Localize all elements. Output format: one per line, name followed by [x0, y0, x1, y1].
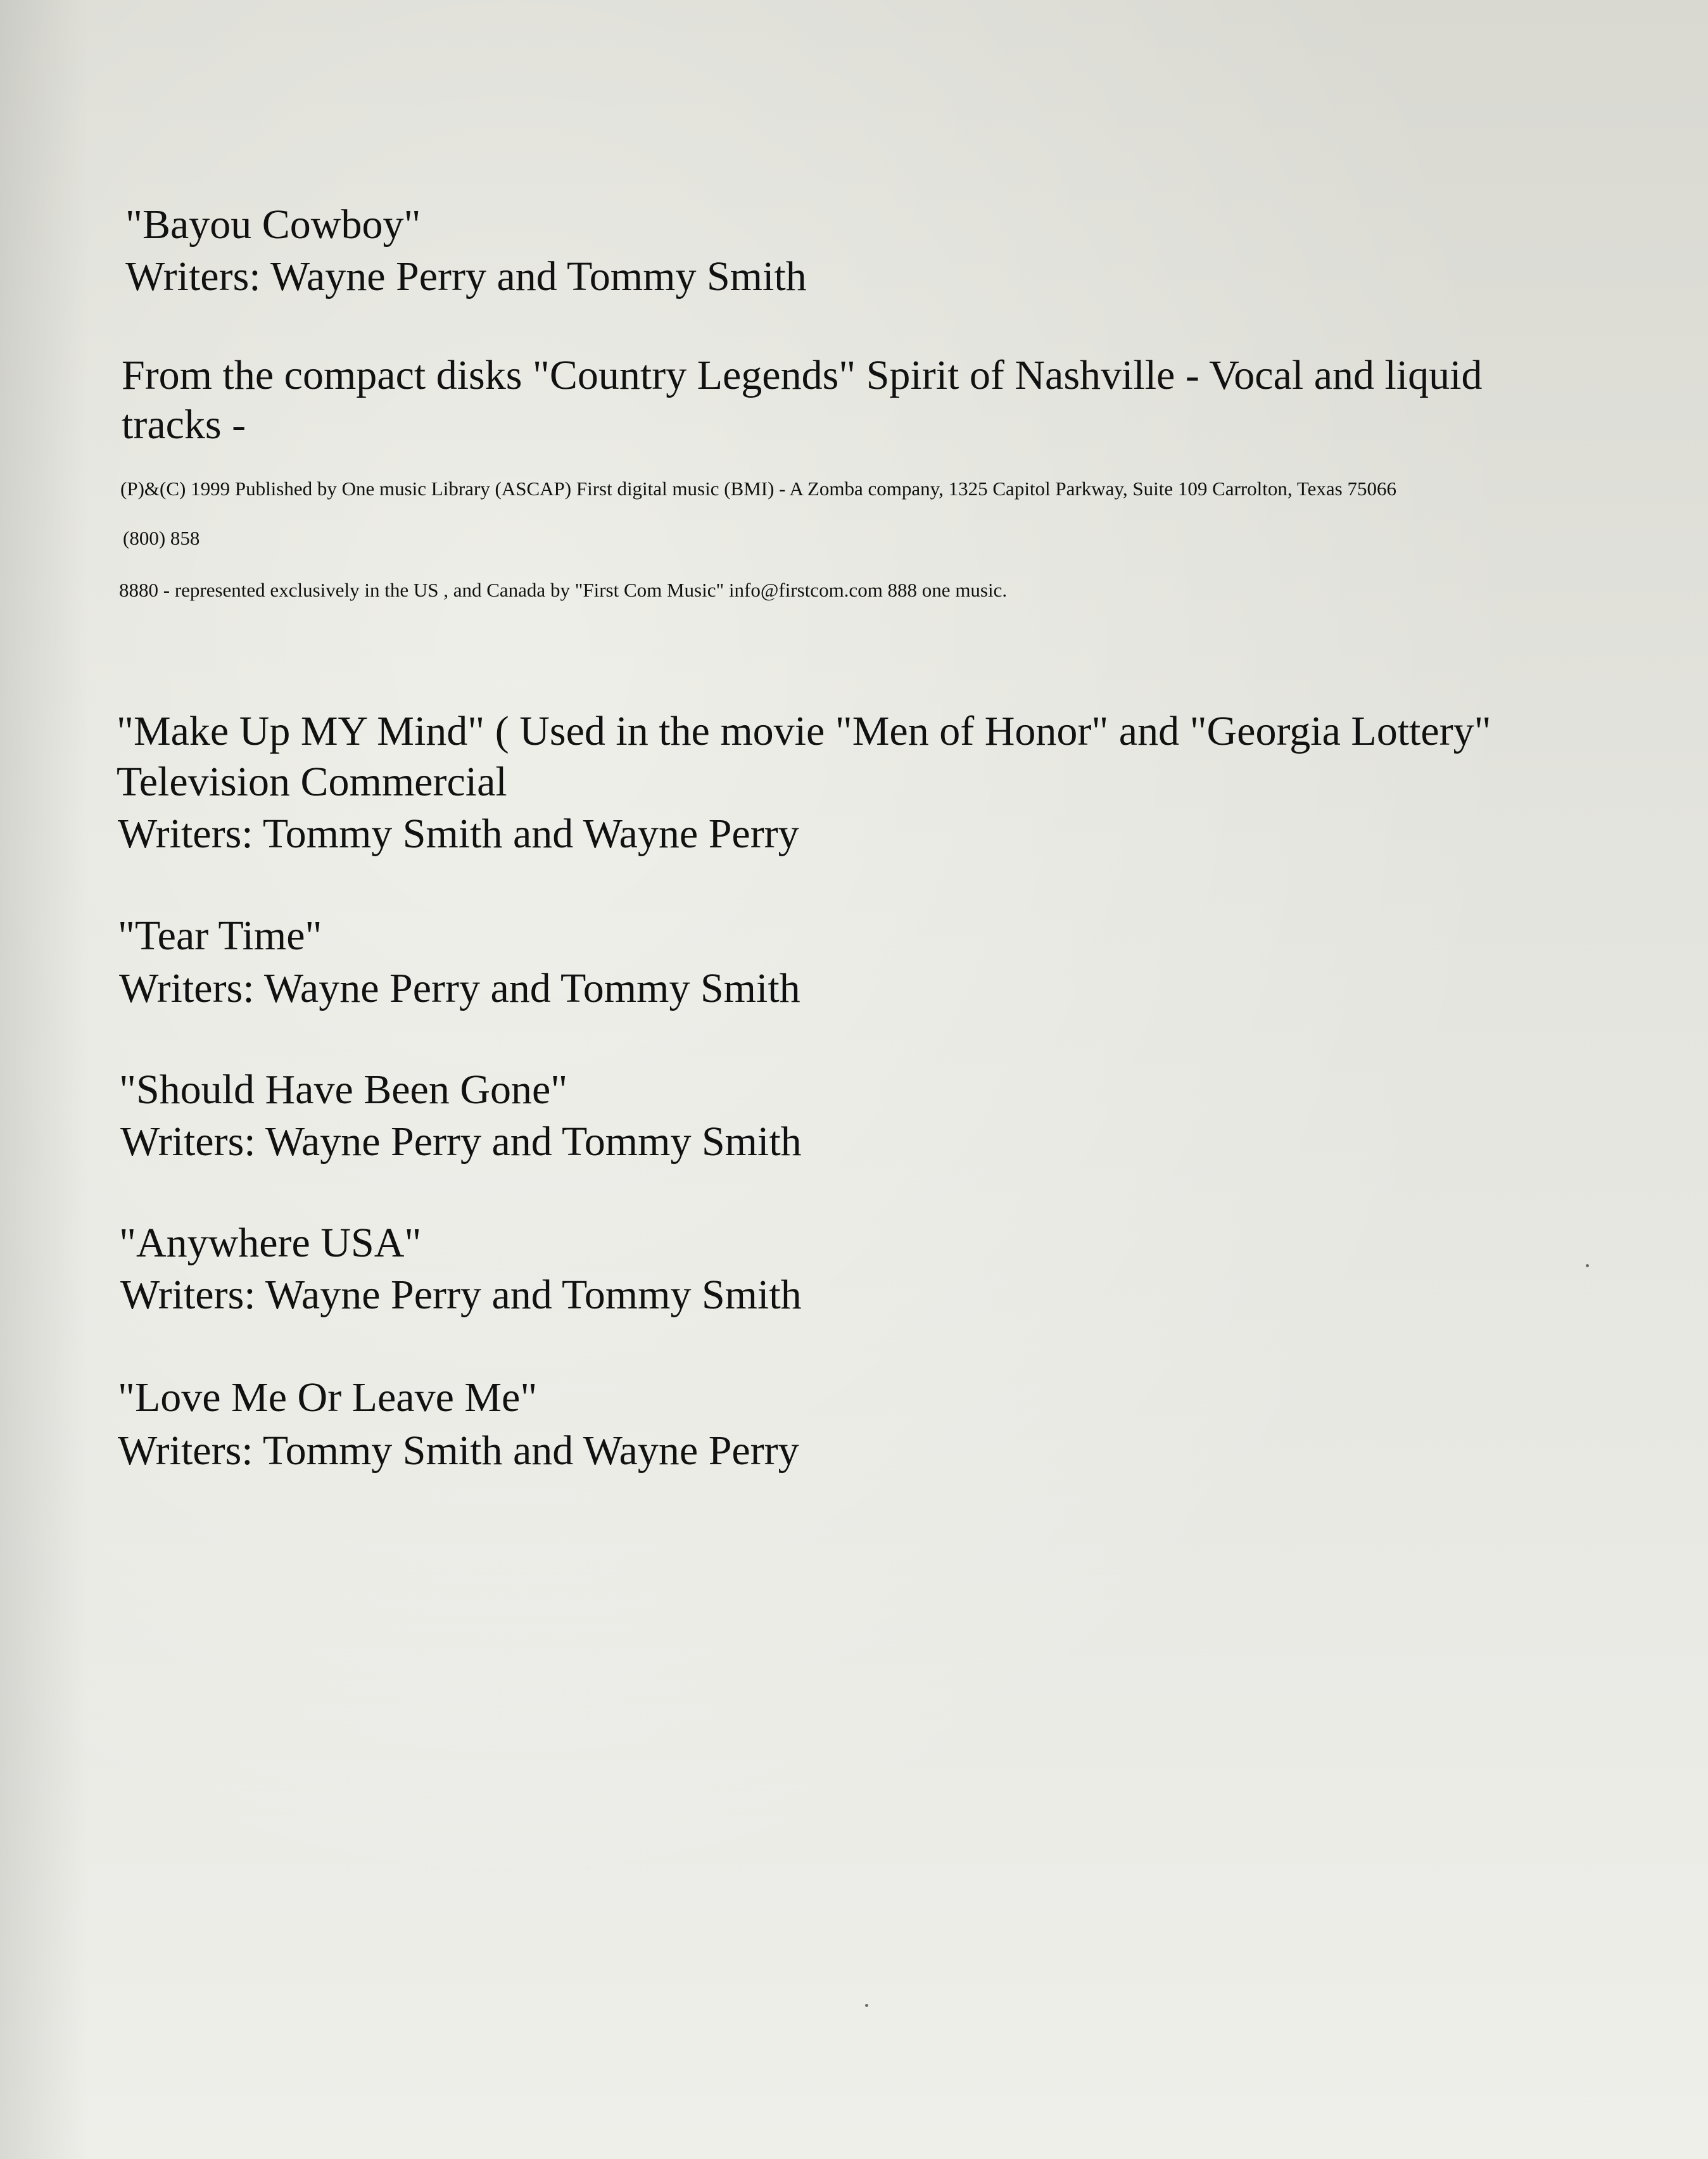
- song-writers-bayou-cowboy: Writers: Wayne Perry and Tommy Smith: [125, 253, 807, 300]
- paper-speck: [865, 2004, 868, 2007]
- copyright-line-2: (800) 858: [123, 527, 200, 549]
- page-edge-shadow: [0, 0, 89, 2159]
- song-writers-love-me-or-leave-me: Writers: Tommy Smith and Wayne Perry: [118, 1428, 799, 1474]
- song-title-should-have-been-gone: "Should Have Been Gone": [119, 1067, 568, 1113]
- song-title-tear-time: "Tear Time": [118, 913, 322, 959]
- compact-disk-line-1: From the compact disks "Country Legends" Spirit of Nashville - Vocal and liquid: [122, 352, 1483, 398]
- song-writers-tear-time: Writers: Wayne Perry and Tommy Smith: [119, 965, 800, 1011]
- song-writers-should-have-been-gone: Writers: Wayne Perry and Tommy Smith: [120, 1118, 802, 1165]
- song-title-make-up-my-mind: "Make Up MY Mind" ( Used in the movie "Men of Honor" and "Georgia Lottery": [117, 708, 1491, 754]
- copyright-line-1: (P)&(C) 1999 Published by One music Library (ASCAP) First digital music (BMI) - A Zomba company, 1325 Capitol Parkway, Suite 109 Carrolton, Texas 75066: [120, 478, 1396, 500]
- song-title-love-me-or-leave-me: "Love Me Or Leave Me": [118, 1374, 538, 1421]
- song-title-bayou-cowboy: "Bayou Cowboy": [125, 201, 421, 248]
- song-writers-make-up-my-mind: Writers: Tommy Smith and Wayne Perry: [118, 811, 799, 857]
- song-title-anywhere-usa: "Anywhere USA": [119, 1220, 422, 1266]
- song-writers-anywhere-usa: Writers: Wayne Perry and Tommy Smith: [120, 1272, 802, 1318]
- paper-speck: [1586, 1264, 1589, 1267]
- copyright-line-3: 8880 - represented exclusively in the US , and Canada by "First Com Music" info@firstcom.com 888 one music.: [119, 579, 1008, 601]
- compact-disk-line-2: tracks -: [122, 402, 246, 448]
- song-title-make-up-my-mind-cont: Television Commercial: [117, 759, 507, 805]
